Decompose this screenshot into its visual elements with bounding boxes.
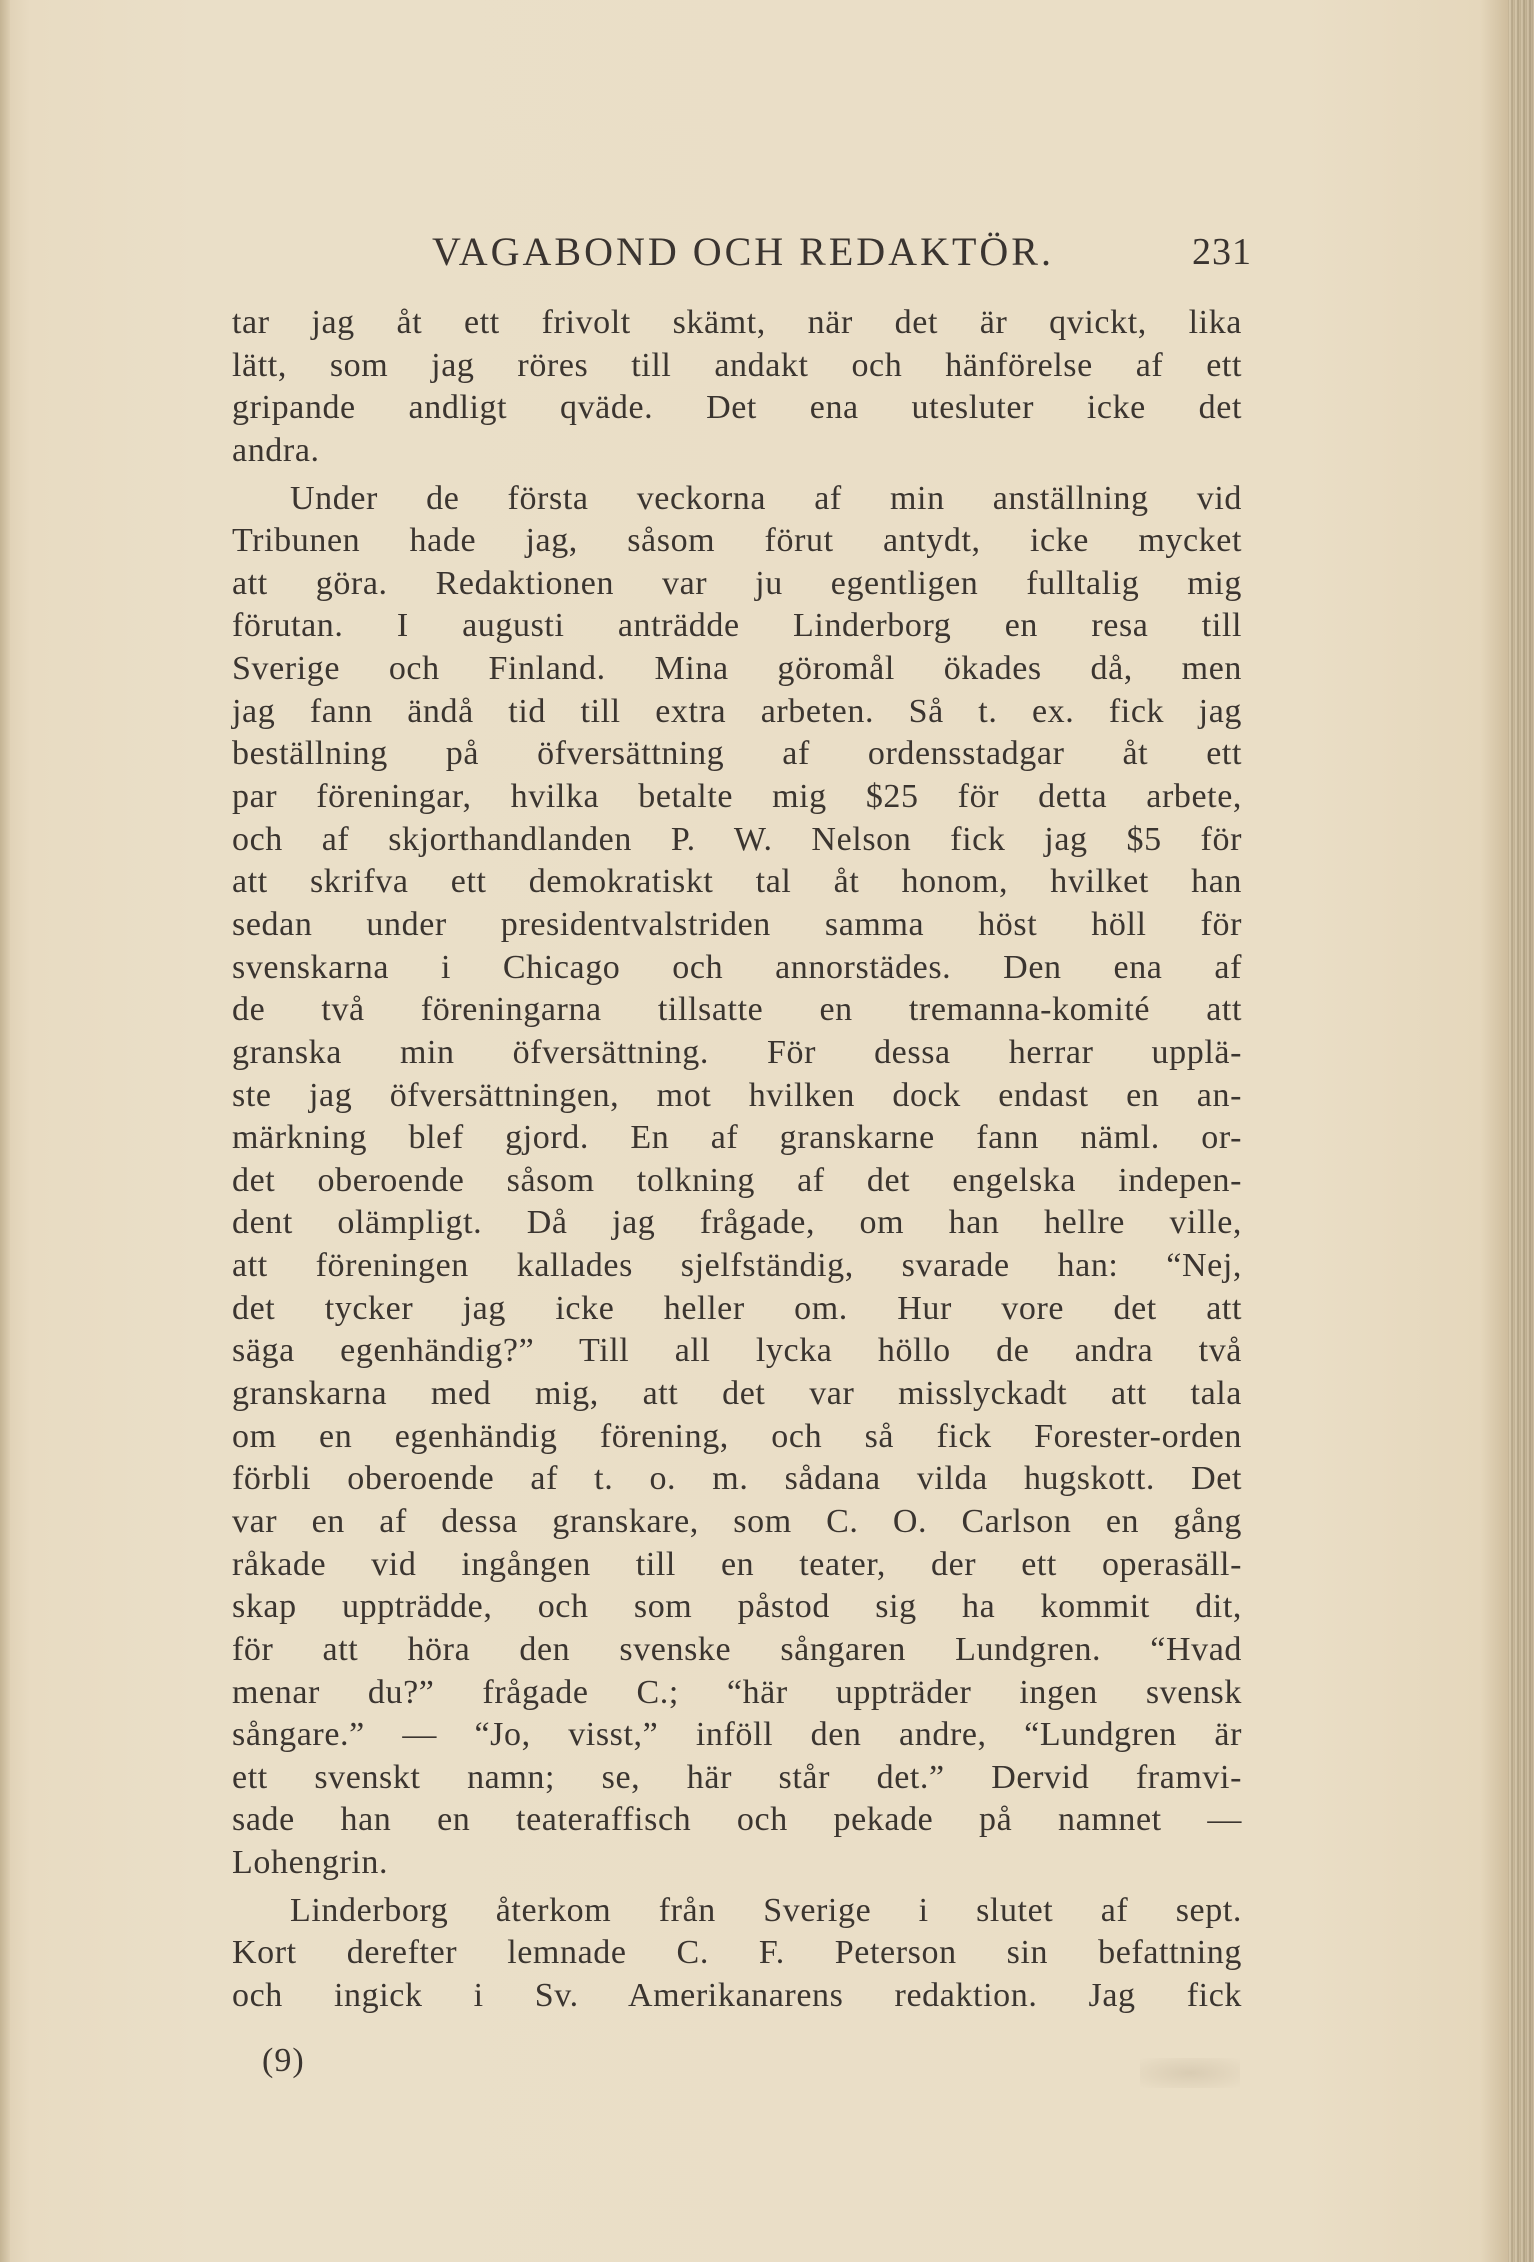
running-head: VAGABOND OCH REDAKTÖR. — [432, 229, 1054, 274]
text-line: tar jag åt ett frivolt skämt, när det är qvickt, lika — [232, 304, 1242, 341]
text-line: förutan. I augusti anträdde Linderborg en resa till — [232, 607, 1242, 645]
text-line: sade han en teateraffisch och pekade på namnet — — [232, 1801, 1242, 1839]
text-line: om en egenhändig förening, och så fick Forester-orden — [232, 1417, 1242, 1455]
text-line: svenskarna i Chicago och annorstädes. Den ena af — [232, 948, 1242, 986]
text-line: att göra. Redaktionen var ju egentligen fulltalig mig — [232, 564, 1242, 602]
text-line: att skrifva ett demokratiskt tal åt honom, hvilket han — [232, 863, 1242, 901]
text-line: beställning på öfversättning af ordensstadgar åt ett — [232, 735, 1242, 773]
text-line: jag fann ändå tid till extra arbeten. Så t. ex. fick jag — [232, 692, 1242, 730]
text-line: sångare.” — “Jo, visst,” inföll den andre, “Lundgren är — [232, 1716, 1242, 1754]
text-line: att föreningen kallades sjelfständig, svarade han: “Nej, — [232, 1247, 1242, 1285]
text-line: granska min öfversättning. För dessa herrar upplä- — [232, 1033, 1242, 1071]
text-line: för att höra den svenske sångaren Lundgren. “Hvad — [232, 1630, 1242, 1668]
text-line: sedan under presidentvalstriden samma höst höll för — [232, 905, 1242, 943]
text-line: märkning blef gjord. En af granskarne fann näml. or- — [232, 1119, 1242, 1157]
text-line: ste jag öfversättningen, mot hvilken dock endast en an- — [232, 1076, 1242, 1114]
text-line: Lohengrin. — [232, 1844, 389, 1882]
text-line: det tycker jag icke heller om. Hur vore det att — [232, 1289, 1242, 1327]
text-line: andra. — [232, 431, 320, 469]
text-line: Sverige och Finland. Mina göromål ökades då, men — [232, 650, 1242, 688]
text-line: skap uppträdde, och som påstod sig ha kommit dit, — [232, 1588, 1242, 1626]
text-line: förbli oberoende af t. o. m. sådana vilda hugskott. Det — [232, 1460, 1242, 1498]
text-line: Tribunen hade jag, såsom förut antydt, icke mycket — [232, 522, 1242, 560]
text-line: de två föreningarna tillsatte en tremanna-komité att — [232, 991, 1242, 1029]
body-text — [232, 302, 1242, 2018]
text-line: och ingick i Sv. Amerikanarens redaktion. Jag fick — [232, 1976, 1242, 2014]
signature-mark: (9) — [262, 2042, 305, 2079]
page-header — [232, 228, 1252, 288]
text-line: lätt, som jag röres till andakt och hänförelse af ett — [232, 346, 1242, 384]
text-line: ett svenskt namn; se, här står det.” Dervid framvi- — [232, 1758, 1242, 1796]
page-gutter — [0, 0, 10, 2262]
page-edge — [1508, 0, 1534, 2262]
page-number: 231 — [1192, 231, 1252, 273]
text-line: gripande andligt qväde. Det ena utesluter icke det — [232, 389, 1242, 427]
text-line: menar du?” frågade C.; “här uppträder ingen svensk — [232, 1673, 1242, 1711]
text-line: dent olämpligt. Då jag frågade, om han hellre ville, — [232, 1204, 1242, 1242]
text-line: par föreningar, hvilka betalte mig $25 för detta arbete, — [232, 778, 1242, 816]
text-line: säga egenhändig?” Till all lycka höllo de andra två — [232, 1332, 1242, 1370]
ink-smudge — [1140, 2058, 1240, 2088]
text-line: Linderborg återkom från Sverige i slutet af sept. — [290, 1891, 1242, 1929]
text-line: Under de första veckorna af min anställning vid — [290, 479, 1242, 517]
text-line: granskarna med mig, att det var misslyckadt att tala — [232, 1375, 1242, 1413]
text-line: Kort derefter lemnade C. F. Peterson sin befattning — [232, 1934, 1242, 1972]
text-line: och af skjorthandlanden P. W. Nelson fick jag $5 för — [232, 820, 1242, 858]
text-line: var en af dessa granskare, som C. O. Carlson en gång — [232, 1502, 1242, 1540]
text-line: det oberoende såsom tolkning af det engelska indepen- — [232, 1161, 1242, 1199]
text-line: råkade vid ingången till en teater, der ett operasäll- — [232, 1545, 1242, 1583]
